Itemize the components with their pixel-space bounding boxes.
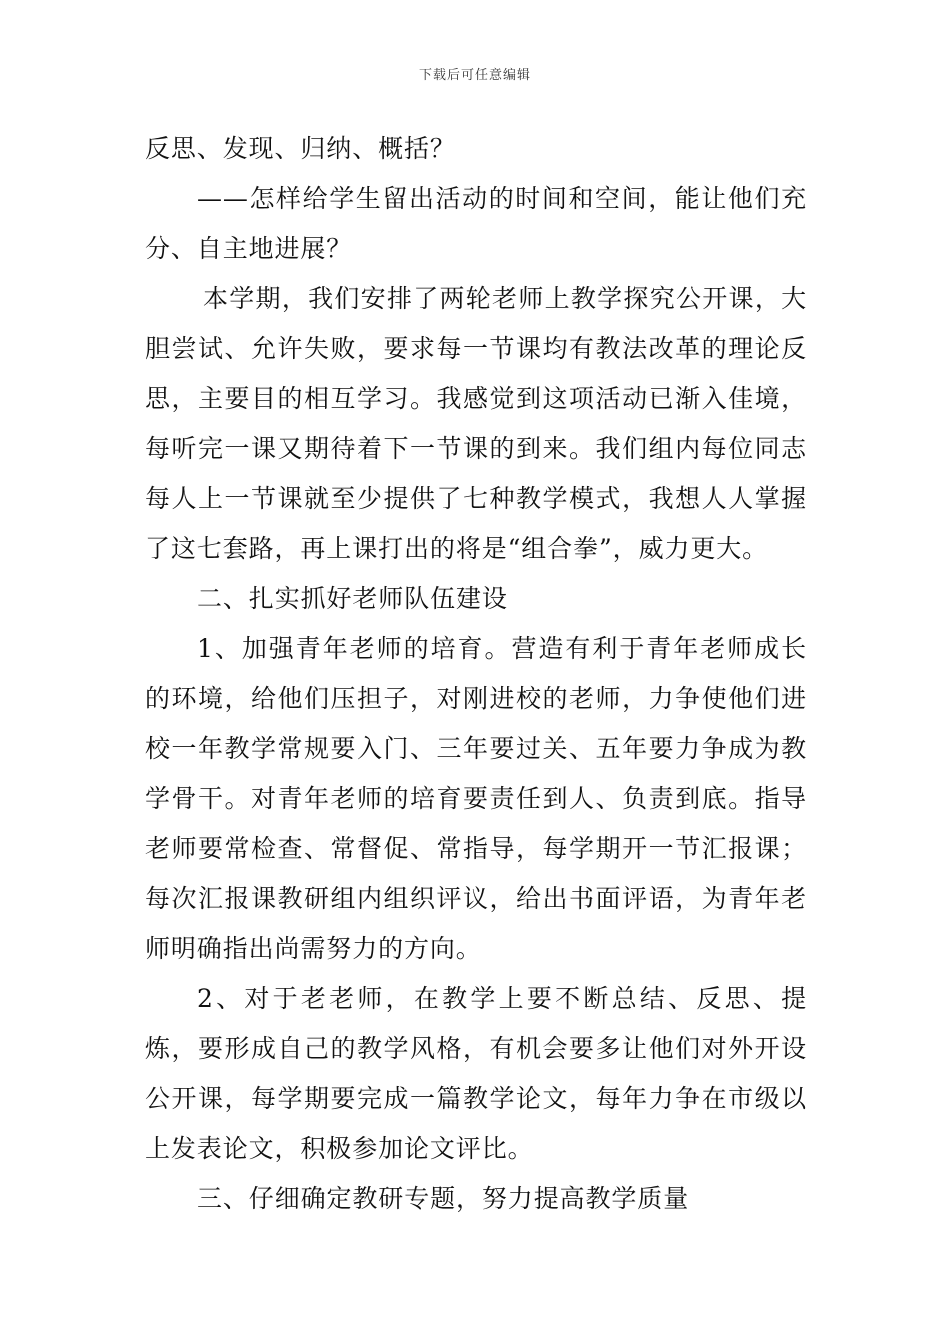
section-heading-research-topics: 三、仔细确定教研专题，努力提高教学质量 — [197, 1184, 690, 1213]
document-body — [145, 124, 807, 1224]
paragraph-question: ——怎样给学生留出活动的时间和空间，能让他们充分、自主地进展？ — [145, 184, 807, 263]
paragraph-senior-teachers: 2、对于老老师，在教学上要不断总结、反思、提炼，要形成自己的教学风格，有机会要多让他们对外开设公开课，每学期要完成一篇教学论文，每年力争在市级以上发表论文，积极参加论文评比。 — [145, 984, 807, 1163]
paragraph-young-teachers: 1、加强青年老师的培育。营造有利于青年老师成长的环境，给他们压担子，对刚进校的老师，力争使他们进校一年教学常规要入门、三年要过关、五年要力争成为教学骨干。对青年老师的培育要责任到人、负责到底。指导老师要常检查、常督促、常指导，每学期开一节汇报课；每次汇报课教研组内组织评议，给出书面评语，为青年老师明确指出尚需努力的方向。 — [145, 634, 807, 963]
paragraph-continuation: 反思、发现、归纳、概括？ — [145, 134, 456, 163]
page-header: 下载后可任意编辑 — [418, 68, 531, 83]
paragraph-semester: 本学期，我们安排了两轮老师上教学探究公开课，大胆尝试、允许失败，要求每一节课均有教法改革的理论反思，主要目的相互学习。我感觉到这项活动已渐入佳境，每听完一课又期待着下一节课的到来。我们组内每位同志每人上一节课就至少提供了七种教学模式，我想人人掌握了这七套路，再上课打出的将是“组合拳”，威力更大。 — [145, 284, 807, 563]
section-heading-teacher-team: 二、扎实抓好老师队伍建设 — [197, 584, 508, 613]
